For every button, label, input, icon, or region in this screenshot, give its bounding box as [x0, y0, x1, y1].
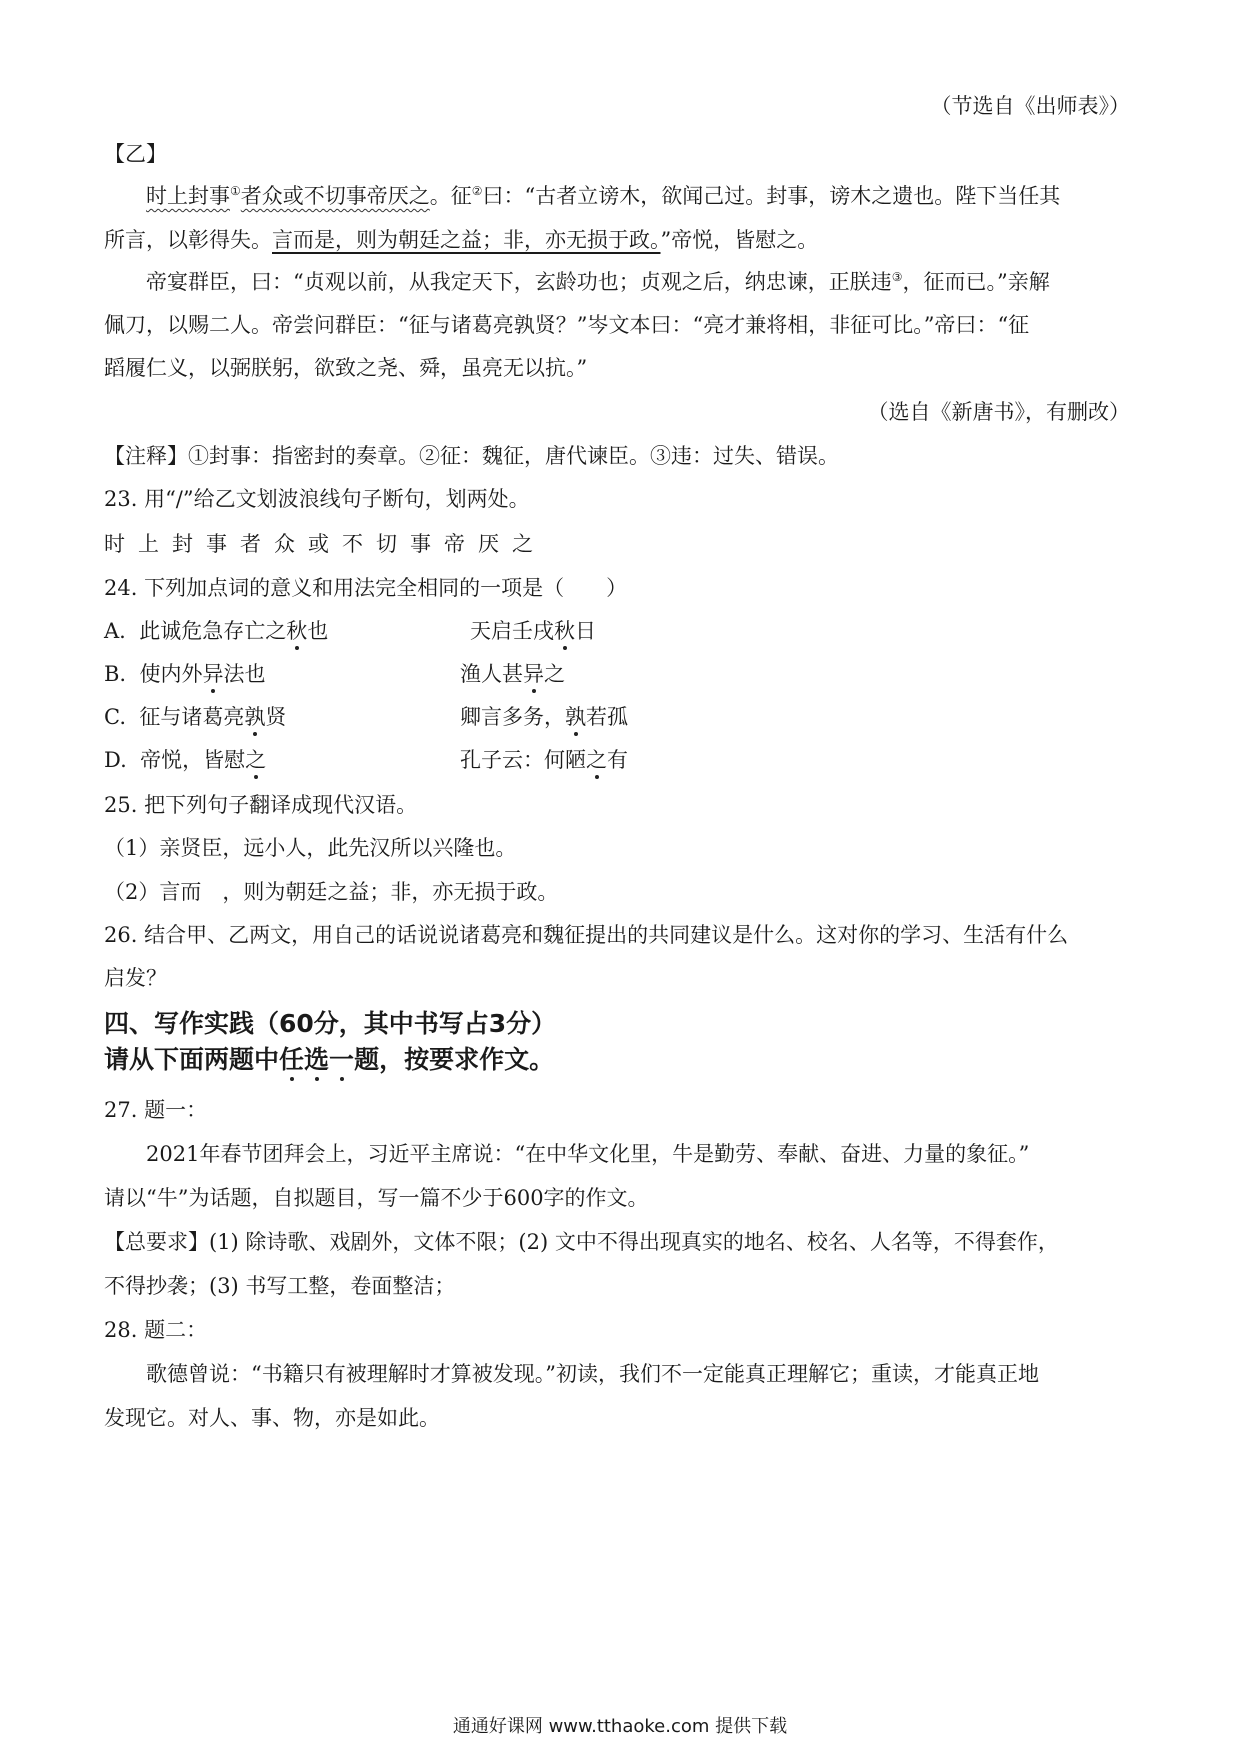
text-fragment: 帝悦，皆慰 — [140, 748, 246, 772]
dotted-word: 任 — [279, 1045, 305, 1074]
footnote-mark-3: ③ — [891, 270, 903, 284]
text-fragment: ，征而已。”亲解 — [902, 270, 1050, 294]
question-25-item-2: （2）言而 ，则为朝廷之益；非，亦无损于政。 — [104, 880, 559, 904]
passage-yi-p1-line2 — [104, 226, 818, 254]
option-c-compare — [460, 703, 628, 731]
question-25-item-1: （1）亲贤臣，远小人，此先汉所以兴隆也。 — [104, 836, 517, 860]
option-a — [104, 617, 328, 645]
text-fragment: 请从下面两题中 — [104, 1045, 280, 1074]
wavy-sentence-part1: 时上封事 — [146, 184, 230, 208]
requirements-line2: 不得抄袭；(3) 书写工整，卷面整洁； — [104, 1274, 456, 1298]
question-23-sentence: 时上封事者众或不切事帝厌之 — [104, 532, 546, 556]
option-b — [104, 660, 265, 688]
option-a-compare — [470, 617, 596, 645]
passage-yi-p2-line2: 佩刀，以赐二人。帝尝问群臣：“征与诸葛亮孰贤？”岑文本曰：“亮才兼将相，非征可比。”帝曰：“征 — [104, 313, 1030, 337]
text-fragment: 曰：“古者立谤木，欲闻己过。封事，谤木之遗也。陛下当任其 — [482, 184, 1061, 208]
requirements-line1: 【总要求】(1) 除诗歌、戏剧外，文体不限；(2) 文中不得出现真实的地名、校名、人名等，不得套作， — [104, 1230, 1059, 1254]
text-fragment: 贤 — [265, 705, 287, 729]
passage-yi-p2-line1 — [146, 268, 1050, 296]
source-note-2: （选自《新唐书》，有删改） — [867, 400, 1130, 424]
text-fragment: 所言，以彰得失。 — [104, 228, 272, 252]
question-26-line1: 26. 结合甲、乙两文，用自己的话说说诸葛亮和魏征提出的共同建议是什么。这对你的学习、生活有什么 — [104, 923, 1069, 947]
text-fragment: 征与诸葛亮 — [139, 705, 245, 729]
text-fragment: 天启壬戌 — [470, 619, 554, 643]
option-b-compare — [460, 660, 565, 688]
passage-yi-p1-line1 — [146, 182, 1060, 210]
text-fragment: 渔人甚 — [460, 662, 523, 686]
footnote-mark-2: ② — [471, 184, 483, 198]
dotted-word: 秋 — [554, 619, 575, 643]
dotted-word: 孰 — [244, 705, 266, 729]
dotted-word: 异 — [202, 662, 224, 686]
source-note: （节选自《出师表》） — [930, 94, 1130, 118]
question-28-prompt-line2: 发现它。对人、事、物，亦是如此。 — [104, 1406, 440, 1430]
option-label: A. — [104, 619, 126, 643]
annotation: 【注释】①封事：指密封的奏章。②征：魏征，唐代谏臣。③违：过失、错误。 — [104, 444, 839, 468]
wavy-sentence-part2: 者众或不切事帝厌之 — [240, 184, 430, 208]
question-27-prompt-line2: 请以“牛”为话题，自拟题目，写一篇不少于600字的作文。 — [104, 1186, 649, 1210]
dotted-word: 之 — [586, 748, 607, 772]
question-23: 23. 用“/”给乙文划波浪线句子断句，划两处。 — [104, 487, 530, 511]
option-label: B. — [104, 662, 127, 686]
dotted-word: 之 — [245, 748, 267, 772]
text-fragment: ”帝悦，皆慰之。 — [660, 228, 819, 252]
section-4-title: 四、写作实践（60分，其中书写占3分） — [104, 1009, 557, 1038]
passage-yi-p2-line3: 蹈履仁义，以弼朕躬，欲致之尧、舜，虽亮无以抗。” — [104, 356, 588, 380]
text-fragment: 孔子云：何陋 — [460, 748, 586, 772]
text-fragment: 使内外 — [139, 662, 203, 686]
section-4-instruction — [104, 1044, 554, 1076]
question-26-line2: 启发？ — [104, 966, 167, 990]
text-fragment: 法也 — [223, 662, 266, 686]
option-label: C. — [104, 705, 126, 729]
question-24: 24. 下列加点词的意义和用法完全相同的一项是（ ） — [104, 576, 628, 600]
option-d — [104, 746, 266, 774]
text-fragment: 此诚危急存亡之 — [139, 619, 287, 643]
question-27-prompt-line1: 2021年春节团拜会上，习近平主席说：“在中华文化里，牛是勤劳、奉献、奋进、力量的象征。” — [146, 1142, 1030, 1166]
text-fragment: 日 — [575, 619, 596, 643]
question-28-prompt-line1: 歌德曾说：“书籍只有被理解时才算被发现。”初读，我们不一定能真正理解它；重读，才能真正地 — [146, 1362, 1039, 1386]
footer-watermark: 通通好课网 www.tthaoke.com 提供下载 — [452, 1716, 788, 1737]
footnote-mark-1: ① — [230, 184, 241, 198]
text-fragment: 。征 — [429, 184, 472, 208]
text-fragment: 有 — [607, 748, 628, 772]
text-fragment: 题，按要求作文。 — [354, 1045, 555, 1074]
question-25: 25. 把下列句子翻译成现代汉语。 — [104, 793, 418, 817]
dotted-word: 孰 — [565, 705, 586, 729]
text-fragment: 也 — [307, 619, 329, 643]
text-fragment: 帝宴群臣，曰：“贞观以前，从我定天下，玄龄功也；贞观之后，纳忠谏，正朕违 — [146, 270, 892, 294]
dotted-word: 一 — [329, 1045, 355, 1074]
passage-yi-label: 【乙】 — [104, 142, 167, 166]
text-fragment: 若孤 — [586, 705, 628, 729]
dotted-word: 秋 — [286, 619, 308, 643]
option-label: D. — [104, 748, 127, 772]
question-27: 27. 题一： — [104, 1098, 208, 1122]
text-fragment: 卿言多务， — [460, 705, 565, 729]
question-28: 28. 题二： — [104, 1318, 208, 1342]
dotted-word: 异 — [523, 662, 544, 686]
option-d-compare — [460, 746, 628, 774]
option-c — [104, 703, 286, 731]
text-fragment: 之 — [544, 662, 565, 686]
dotted-word: 选 — [304, 1045, 330, 1074]
underlined-sentence: 言而是，则为朝廷之益；非，亦无损于政。 — [272, 228, 661, 252]
